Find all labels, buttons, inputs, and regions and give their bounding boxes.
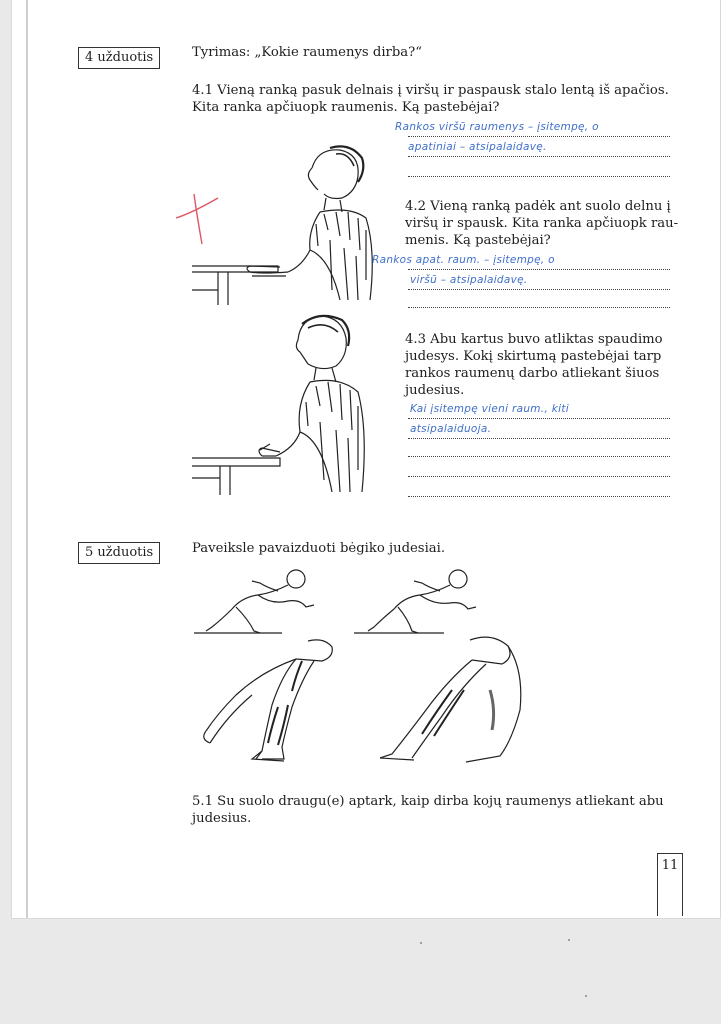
leg-muscles-illustration-2 — [362, 630, 532, 765]
answer-line — [408, 136, 670, 137]
answer-line — [408, 269, 670, 270]
answer-line — [408, 476, 670, 477]
scan-dust — [568, 939, 570, 941]
q51-line1: 5.1 Su suolo draugu(e) aptark, kaip dirba kojų raumenys atliekant abu — [192, 794, 664, 809]
answer-line — [408, 438, 670, 439]
q42-line1: 4.2 Vieną ranką padėk ant suolo delnu į — [405, 199, 671, 214]
answer-line — [408, 176, 670, 177]
boy-pressing-on-desk-illustration — [190, 310, 390, 495]
q41-answer-1: Rankos viršū raumenys – įsitempę, o — [395, 121, 599, 133]
task-4-title: Tyrimas: „Kokie raumenys dirba?“ — [192, 45, 422, 60]
answer-line — [408, 307, 670, 308]
runner-start-illustration-1 — [192, 565, 332, 640]
q41-answer-2: apatiniai – atsipalaidavę. — [408, 141, 547, 153]
q43-line4: judesius. — [405, 383, 465, 398]
q42-answer-2: viršū – atsipalaidavę. — [410, 274, 528, 286]
q43-line2: judesys. Kokį skirtumą pastebėjai tarp — [405, 349, 662, 364]
q43-answer-2: atsipalaiduoja. — [410, 423, 492, 435]
q42-line2: viršų ir spausk. Kita ranka apčiuopk rau- — [405, 216, 679, 231]
workbook-page — [12, 0, 720, 918]
answer-line — [408, 289, 670, 290]
task-5-title: Paveiksle pavaizduoti bėgiko judesiai. — [192, 541, 446, 556]
answer-line — [408, 496, 670, 497]
task-5-label: 5 užduotis — [78, 542, 160, 564]
answer-line — [408, 156, 670, 157]
page-number: 11 — [657, 853, 683, 916]
answer-line — [408, 418, 670, 419]
scan-edge — [26, 0, 28, 918]
q43-line3: rankos raumenų darbo atliekant šiuos — [405, 366, 660, 381]
scan-dust — [585, 995, 587, 997]
boy-pressing-from-below-illustration — [190, 140, 390, 305]
answer-line — [408, 456, 670, 457]
q51-line2: judesius. — [192, 811, 252, 826]
q42-answer-1: Rankos apat. raum. – įsitempę, o — [372, 254, 555, 266]
scan-dust — [420, 942, 422, 944]
q41-line1: 4.1 Vieną ranką pasuk delnais į viršų ir paspausk stalo lentą iš apačios. — [192, 83, 669, 98]
q42-line3: menis. Ką pastebėjai? — [405, 233, 551, 248]
task-4-label: 4 užduotis — [78, 47, 160, 69]
q41-line2: Kita ranka apčiuopk raumenis. Ką pastebėjai? — [192, 100, 500, 115]
q43-answer-1: Kai įsitempę vieni raum., kiti — [410, 403, 569, 415]
leg-muscles-illustration-1 — [192, 635, 352, 765]
q43-line1: 4.3 Abu kartus buvo atliktas spaudimo — [405, 332, 663, 347]
runner-start-illustration-2 — [352, 565, 492, 640]
